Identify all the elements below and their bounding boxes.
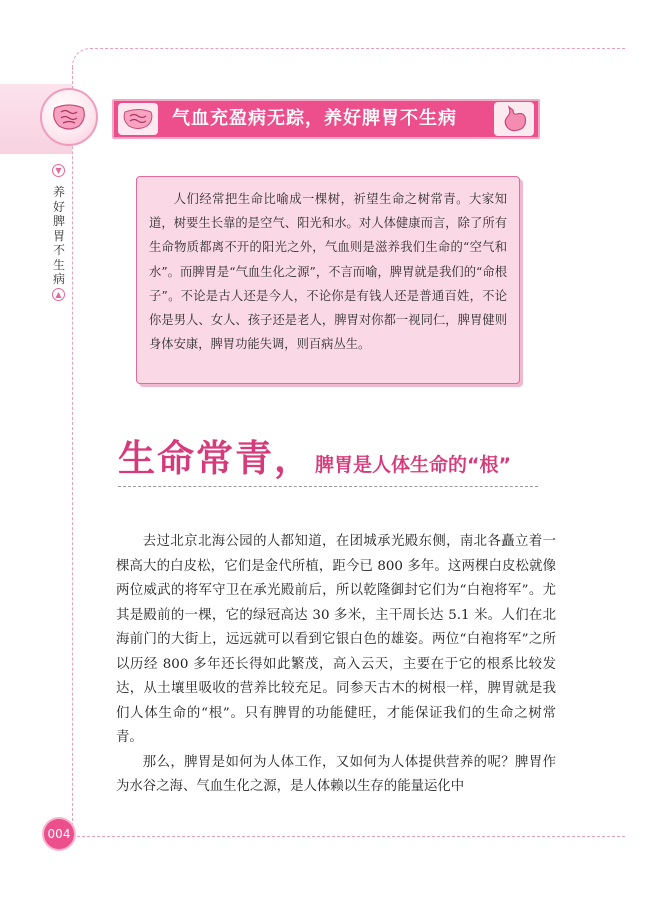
body-text (116, 530, 556, 800)
chapter-title: 气血充盈病无踪，养好脾胃不生病 (172, 108, 457, 129)
side-chapter-label: 养好脾胃不生病 (52, 185, 65, 286)
page-number: 004 (42, 817, 76, 851)
section-heading-main: 生命常青， (118, 437, 313, 480)
chevron-up-circle-icon[interactable]: ▲ (52, 288, 65, 301)
intro-text: 人们经常把生命比喻成一棵树，祈望生命之树常青。大家知道，树要生长靠的是空气、阳光和水。对人体健康而言，除了所有生命物质都离不开的阳光之外，气血则是滋养我们生命的“空气和水”。而脾胃是“气血生化之源”，不言而喻，脾胃就是我们的“命根子”。不论是古人还是今人，不论你是有钱人还是普通百姓，不论你是男人、女人、孩子还是老人，脾胃对你都一视同仁，脾胃健则身体安康，脾胃功能失调，则百病丛生。 (149, 192, 507, 352)
frame-bottom-line (72, 836, 625, 837)
body-paragraph: 那么，脾胃是如何为人体工作，又如何为人体提供营养的呢？脾胃作为水谷之海、气血生化之源，是人体赖以生存的能量运化中 (116, 754, 556, 794)
frame-top-line (90, 48, 625, 49)
intro-box (136, 176, 520, 384)
chapter-header-banner (112, 99, 540, 139)
intestine-emblem-icon (40, 88, 98, 146)
chevron-down-circle-icon[interactable]: ▼ (52, 164, 65, 177)
intestine-icon (118, 103, 158, 135)
heading-divider (118, 486, 538, 487)
section-heading-sub: 脾胃是人体生命的“根” (315, 454, 511, 476)
body-paragraph: 去过北京北海公园的人都知道，在团城承光殿东侧，南北各矗立着一棵高大的白皮松，它们是金代所植，距今已 800 多年。这两棵白皮松就像两位威武的将军守卫在承光殿前后，所以乾隆御封它们为“白袍将军”。尤其是殿前的一棵，它的绿冠高达 30 多米，主干周长达 5.1 米。人们在北海前门的大街上，远远就可以看到它银白色的雄姿。两位“白袍将军”之所以历经 800 多年还长得如此繁茂，高入云天，主要在于它的根系比较发达，从土壤里吸收的营养比较充足。同参天古木的树根一样，脾胃就是我们人体生命的“根”。只有脾胃的功能健旺，才能保证我们的生命之树常青。 (116, 534, 556, 745)
section-heading (118, 428, 558, 482)
frame-corner (72, 48, 94, 70)
frame-left-line (72, 66, 73, 826)
stomach-icon (494, 102, 534, 136)
